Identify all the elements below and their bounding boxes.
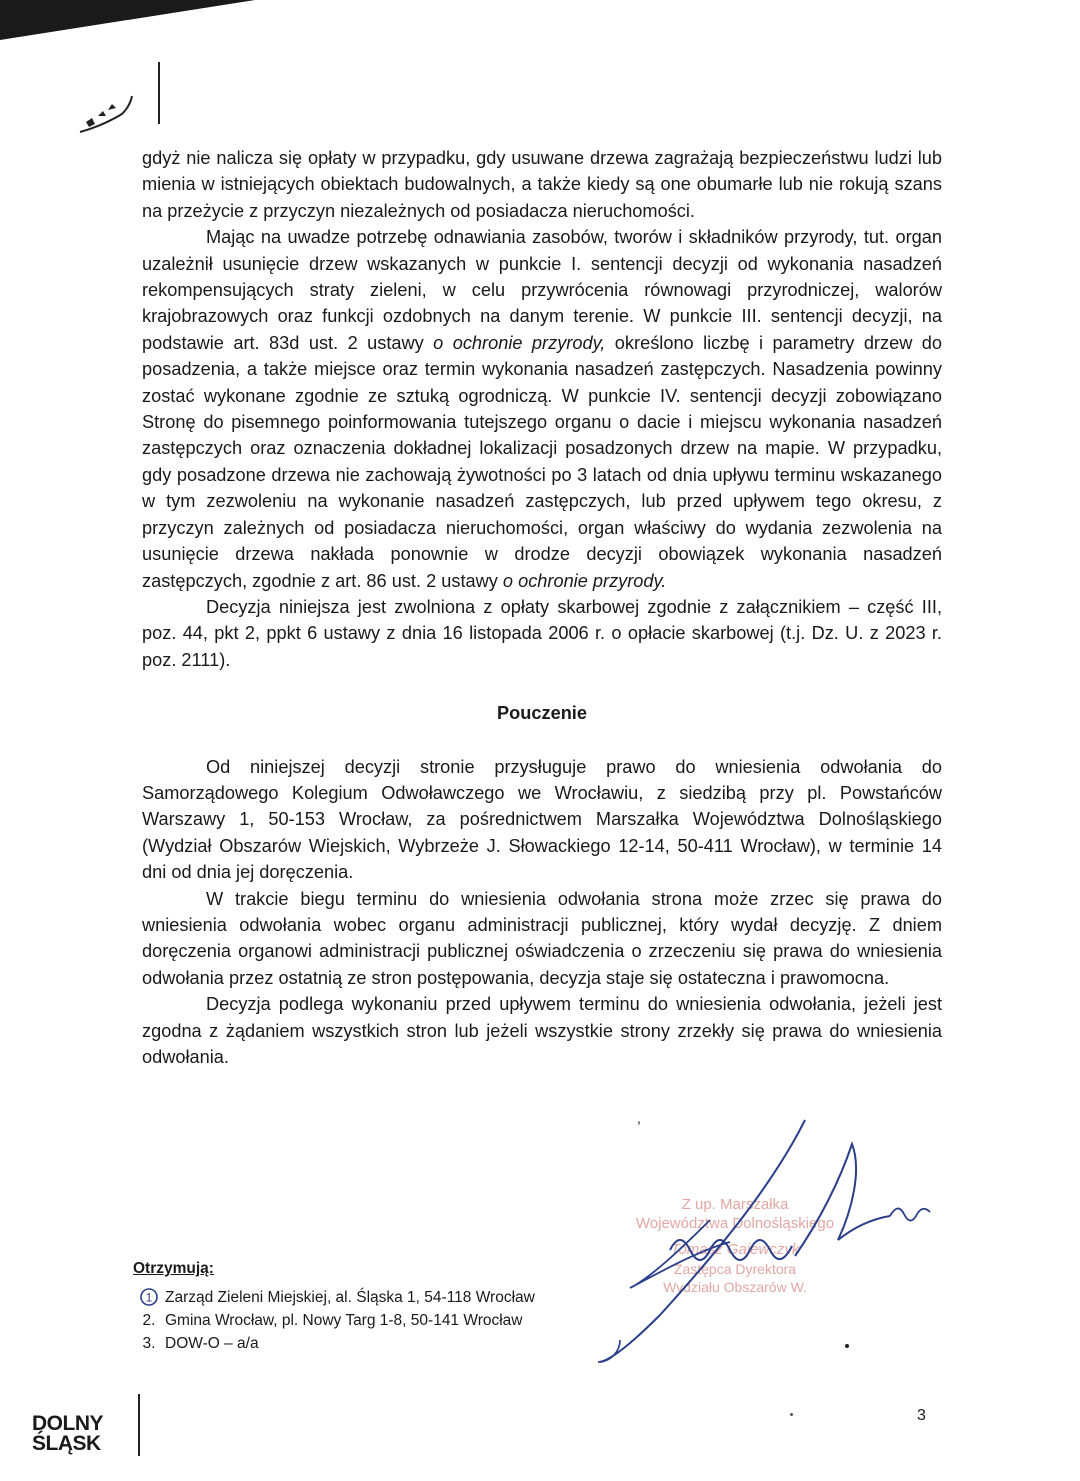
handwritten-signature	[590, 1100, 950, 1370]
paragraph-stamp-duty: Decyzja niniejsza jest zwolniona z opłaty skarbowej zgodnie z załącznikiem – część III, poz. 44, pkt 2, ppkt 6 ustawy z dnia 16 listopada 2006 r. o opłacie skarbowej (t.j. Dz. U. z 2023 r. poz. 2111).	[142, 596, 942, 670]
act-title-italic: o ochronie przyrody.	[502, 570, 667, 591]
item-number-circled	[133, 1287, 165, 1311]
item-number: 3.	[142, 1334, 156, 1352]
list-item	[133, 1287, 535, 1311]
stamp-signatory-name: Tomasz Gajewczyk	[670, 1241, 800, 1258]
decision-body	[142, 145, 942, 1070]
recipients-list	[133, 1258, 535, 1355]
pen-dot	[790, 1413, 793, 1416]
page-number: 3	[917, 1407, 926, 1424]
list-item	[133, 1333, 535, 1356]
margin-line	[158, 62, 160, 124]
circled-number-icon	[139, 1287, 159, 1307]
svg-text:1: 1	[145, 1290, 153, 1304]
dolny-slask-logo: DOLNY ŚLĄSK	[32, 1412, 103, 1455]
section-heading-pouczenie: Pouczenie	[497, 703, 587, 724]
scan-corner-fold	[0, 0, 255, 40]
stamp-line: Z up. Marszałka	[681, 1196, 789, 1213]
recipient-text: Zarząd Zieleni Miejskiej, al. Śląska 1, 54-118 Wrocław	[165, 1288, 535, 1306]
pen-mark: ,	[637, 1110, 641, 1126]
logo-divider	[138, 1394, 140, 1456]
paragraph-enforcement: Decyzja podlega wykonaniu przed upływem terminu do wniesienia odwołania, jeżeli jest zgodna z żądaniem wszystkich stron lub jeżeli wszystkie strony zrzekły się prawa do wniesienia odwołania.	[142, 994, 942, 1067]
pen-dot	[845, 1344, 849, 1348]
paragraph-text: Mając na uwadze potrzebę odnawiania zasobów, tworów i składników przyrody, tut. organ uzależnił usunięcie drzew wskazanych w punkcie I. sentencji decyzji od wykonania nasadzeń rekompensujących straty zieleni, w celu przywrócenia równowagi przyrodniczej, walorów krajobrazowych oraz funkcji ozdobnych na danym terenie. W punkcie III. sentencji decyzji, na podstawie art. 83d ust. 2 ustawy	[142, 227, 942, 353]
act-title-italic: o ochronie przyrody,	[433, 332, 606, 353]
recipients-title: Otrzymują:	[133, 1260, 214, 1277]
stamp-line: Zastępca Dyrektora	[673, 1260, 797, 1277]
item-number: 2.	[142, 1312, 156, 1329]
paragraph-text: określono liczbę i parametry drzew do posadzenia, a także miejsce oraz termin wykonania nasadzeń zastępczych. Nasadzenia powinny zostać wykonane zgodnie ze sztuką ogrodniczą. W punkcie IV. sentencji decyzji zobowiązano Stronę do pisemnego poinformowania tutejszego organu o dacie i miejscu wykonania nasadzeń zastępczych oraz oznaczenia dokładnej lokalizacji posadzonych drzew na mapie. W przypadku, gdy posadzone drzewa nie zachowają żywotności po 3 latach od dnia upływu terminu wskazanego w tym zezwoleniu na wykonanie nasadzeń zastępczych, lub przed upływem tego okresu, z przyczyn zależnych od posiadacza nieruchomości, organ właściwy do wydania zezwolenia na usunięcie drzewa nakłada ponownie w drodze decyzji obowiązek wykonania nasadzeń zastępczych, zgodnie z art. 86 ust. 2 ustawy	[142, 332, 942, 591]
recipient-text: DOW-O – a/a	[165, 1334, 259, 1352]
list-item	[133, 1310, 535, 1333]
partial-stamp-mark	[72, 92, 134, 138]
recipient-text: Gmina Wrocław, pl. Nowy Targ 1-8, 50-141 Wrocław	[165, 1312, 523, 1329]
stamp-line: Wydziału Obszarów W.	[663, 1279, 807, 1295]
paragraph-replacement-planting	[142, 224, 942, 594]
paragraph-appeal-right: Od niniejszej decyzji stronie przysługuje prawo do wniesienia odwołania do Samorządowego Kolegium Odwoławczego we Wrocławiu, z siedzibą przy pl. Powstańców Warszawy 1, 50-153 Wrocław, za pośrednictwem Marszałka Województwa Dolnośląskiego (Wydział Obszarów Wiejskich, Wybrzeże J. Słowackiego 12-14, 50-411 Wrocław), w terminie 14 dni od dnia jej doręczenia.	[142, 756, 942, 883]
stamp-line: Województwa Dolnośląskiego	[635, 1214, 835, 1232]
paragraph-appeal-waiver: W trakcie biegu terminu do wniesienia odwołania strona może zrzec się prawa do wniesienia odwołania wobec organu administracji publicznej, który wydał decyzję. Z dniem doręczenia organowi administracji publicznej oświadczenia o zrzeczeniu się prawa do wniesienia odwołania przez ostatnią ze stron postępowania, decyzja staje się ostateczna i prawomocna.	[142, 888, 942, 988]
paragraph-justification: gdyż nie nalicza się opłaty w przypadku, gdy usuwane drzewa zagrażają bezpieczeństwu ludzi lub mienia w istniejących obiektach budowalnych, a także kiedy są one obumarłe lub nie rokują szans na przeżycie z przyczyn niezależnych od posiadacza nieruchomości.	[142, 148, 942, 221]
